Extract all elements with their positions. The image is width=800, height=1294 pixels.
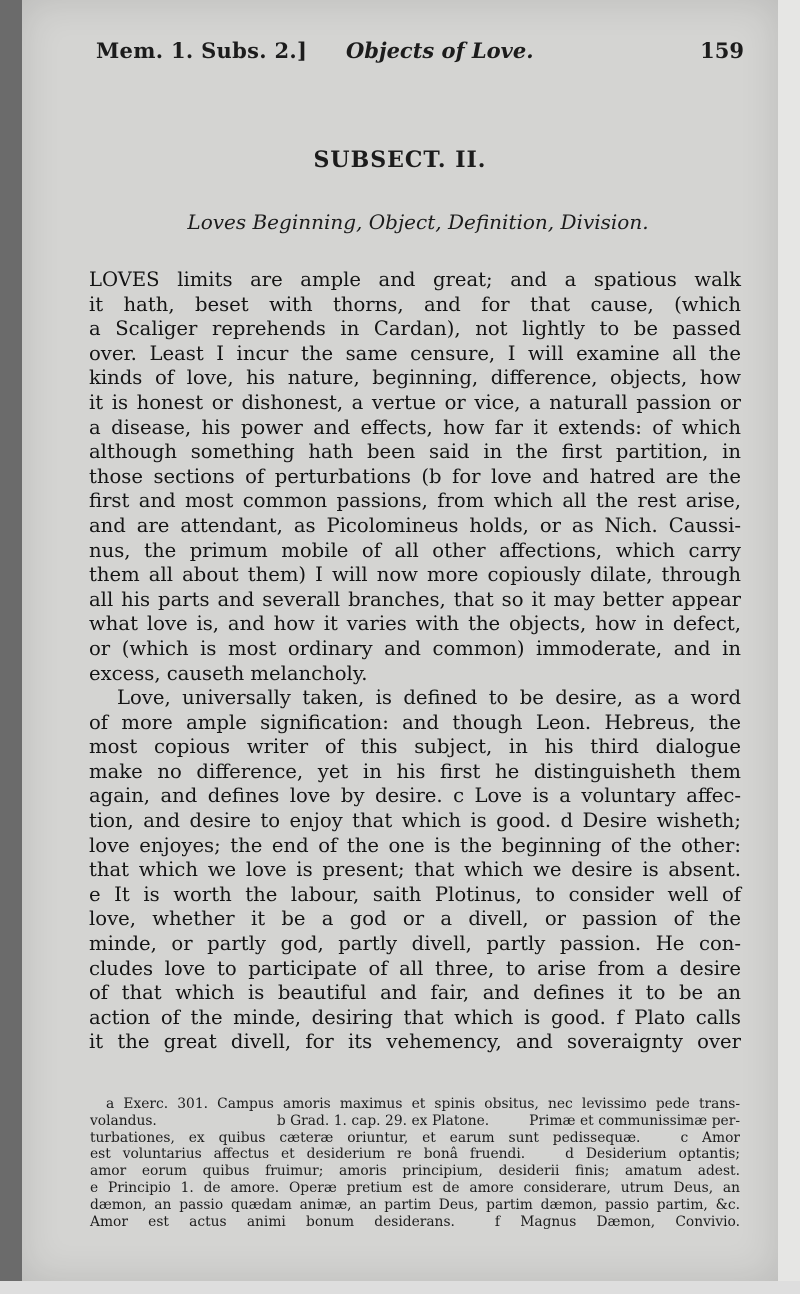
footnote-fragment: Primæ et communissimæ per- (529, 1112, 740, 1129)
text-line: and are attendant, as Picolomineus holds, or as Nich. Caussi- (89, 513, 741, 537)
running-header (96, 38, 746, 70)
text-line: love enjoyes; the end of the one is the beginning of the other: (89, 833, 741, 857)
text-line: it hath, beset with thorns, and for that cause, (which (89, 292, 741, 316)
text-line: e It is worth the labour, saith Plotinus, to consider well of (89, 882, 741, 906)
footnote-line: amor eorum quibus fruimur; amoris principium, desiderii finis; amatum adest. (90, 1163, 740, 1180)
text-line: it the great divell, for its vehemency, and soveraignty over (89, 1030, 741, 1054)
text-line: a disease, his power and effects, how far it extends: of which (89, 415, 741, 439)
page-edge-right (778, 0, 800, 1294)
text-line: minde, or partly god, partly divell, partly passion. He con- (89, 932, 741, 956)
text-line: first and most common passions, from which all the rest arise, (89, 489, 741, 513)
footnote-fragment: est voluntarius affectus et desiderium re bonâ fruendi. (90, 1146, 526, 1163)
text-line: or (which is most ordinary and common) immoderate, and in (89, 636, 741, 660)
text-line: most copious writer of this subject, in his third dialogue (89, 735, 741, 759)
text-line: Love, universally taken, is defined to be desire, as a word (117, 686, 741, 710)
text-line: action of the minde, desiring that which is good. f Plato calls (89, 1005, 741, 1029)
footnote-fragment: turbationes, ex quibus cæteræ oriuntur, et earum sunt pedissequæ. (90, 1129, 641, 1146)
footnote-fragment: b Grad. 1. cap. 29. ex Platone. (276, 1112, 490, 1129)
text-line: LOVES limits are ample and great; and a spatious walk (89, 268, 741, 291)
text-line: tion, and desire to enjoy that which is good. d Desire wisheth; (89, 809, 741, 833)
footnote-line: dæmon, an passio quædam animæ, an partim Deus, partim dæmon, passio partim, &c. (90, 1196, 740, 1213)
footnote-line: a Exerc. 301. Campus amoris maximus et spinis obsitus, nec levissimo pede trans- (106, 1096, 740, 1112)
text-line: that which we love is present; that which we desire is absent. (89, 858, 741, 882)
text-line: those sections of perturbations (b for love and hatred are the (89, 464, 741, 488)
subsection-heading: SUBSECT. II. (313, 147, 487, 173)
text-line: cludes love to participate of all three, to arise from a desire (89, 956, 741, 980)
footnote-line: e Principio 1. de amore. Operæ pretium est de amore considerare, utrum Deus, an (90, 1179, 740, 1196)
header-section-ref: Mem. 1. Subs. 2.] (96, 38, 308, 63)
text-line: although something hath been said in the first partition, in (89, 440, 741, 464)
footnote-line (90, 1146, 740, 1163)
footnote-line (90, 1113, 740, 1130)
text-line: all his parts and severall branches, that so it may better appear (89, 587, 741, 611)
text-line: them all about them) I will now more copiously dilate, through (89, 563, 741, 587)
header-title: Objects of Love. (346, 38, 534, 63)
footnote-fragment: f Magnus Dæmon, Convivio. (494, 1213, 740, 1230)
text-line: a Scaliger reprehends in Cardan), not lightly to be passed (89, 317, 741, 341)
footnotes (90, 1096, 740, 1230)
text-line: love, whether it be a god or a divell, or passion of the (89, 907, 741, 931)
text-line: of more ample signification: and though Leon. Hebreus, the (89, 710, 741, 734)
footnote-fragment: d Desiderium optantis; (565, 1146, 741, 1163)
footnote-line (90, 1130, 740, 1147)
text-line: what love is, and how it varies with the objects, how in defect, (89, 612, 741, 636)
text-line: nus, the primum mobile of all other affections, which carry (89, 538, 741, 562)
text-line: over. Least I incur the same censure, I will examine all the (89, 341, 741, 365)
text-line: again, and defines love by desire. c Love is a voluntary affec- (89, 784, 741, 808)
text-line: excess, causeth melancholy. (89, 661, 368, 685)
footnote-fragment: Amor est actus animi bonum desiderans. (90, 1213, 455, 1230)
page-number: 159 (700, 38, 744, 63)
footnote-fragment: volandus. (90, 1112, 157, 1129)
text-line: it is honest or dishonest, a vertue or vice, a naturall passion or (89, 390, 741, 414)
text-line: kinds of love, his nature, beginning, difference, objects, how (89, 366, 741, 390)
text-line: of that which is beautiful and fair, and defines it to be an (89, 981, 741, 1005)
text-line: make no difference, yet in his first he distinguisheth them (89, 759, 741, 783)
footnote-fragment: c Amor (680, 1129, 740, 1146)
page-edge-bottom (0, 1281, 800, 1294)
subsection-subtitle: Loves Beginning, Object, Definition, Division. (187, 210, 649, 234)
body-text (89, 268, 741, 1055)
footnote-line (90, 1214, 740, 1231)
